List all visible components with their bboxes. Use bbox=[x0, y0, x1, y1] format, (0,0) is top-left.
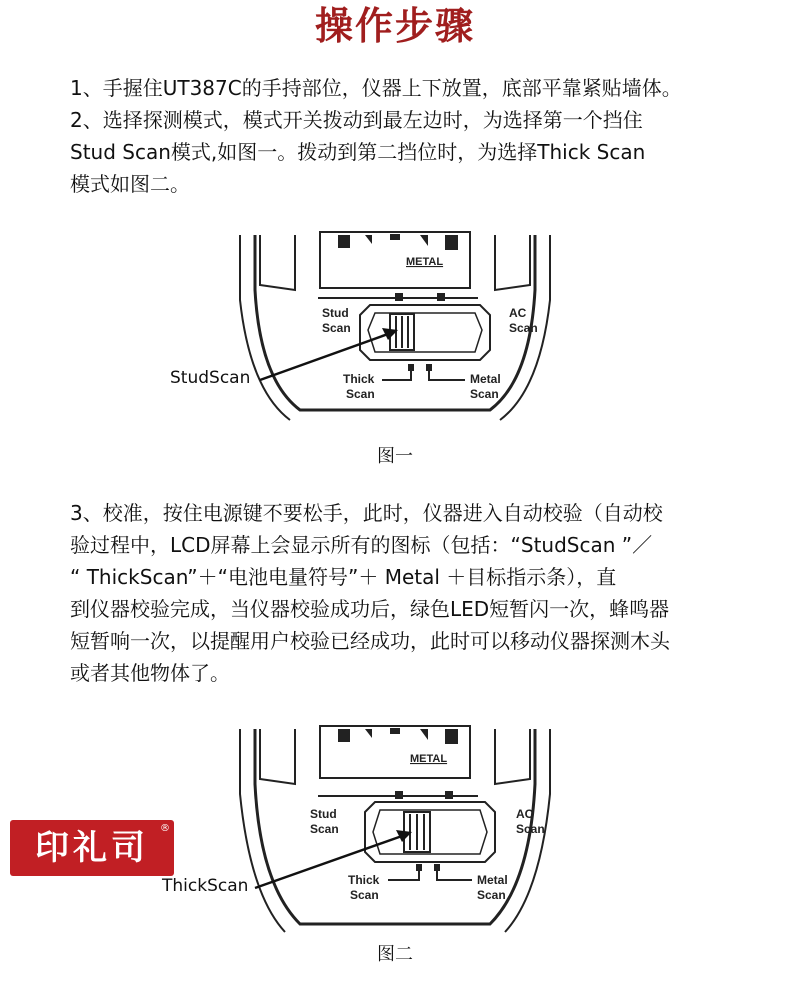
metal-label-1: Metal bbox=[477, 873, 508, 887]
text-line: 模式如图二。 bbox=[70, 172, 190, 196]
text-line: 验过程中，LCD屏幕上会显示所有的图标（包括：“StudScan ”／ bbox=[70, 533, 653, 557]
text-line: 1、手握住UT387C的手持部位，仪器上下放置，底部平靠紧贴墙体。 bbox=[70, 76, 682, 100]
device-drawing-2 bbox=[160, 724, 630, 934]
text-line: Stud Scan模式,如图一。拨动到第二挡位时，为选择Thick Scan bbox=[70, 140, 646, 164]
text-line: 短暂响一次，以提醒用户校验已经成功，此时可以移动仪器探测木头 bbox=[70, 629, 670, 653]
ac-label-1: AC bbox=[509, 306, 527, 320]
text-line: 或者其他物体了。 bbox=[70, 661, 230, 685]
ac-label-1: AC bbox=[516, 807, 534, 821]
figure-2-caption: 图二 bbox=[377, 944, 413, 965]
ac-label-2: Scan bbox=[516, 822, 545, 836]
thick-label-1: Thick bbox=[348, 873, 380, 887]
page-title: 操作步骤 bbox=[314, 4, 475, 48]
ac-label-2: Scan bbox=[509, 321, 538, 335]
text-line: 到仪器校验完成，当仪器校验成功后，绿色LED短暂闪一次，蜂鸣器 bbox=[70, 597, 670, 621]
metal-label-1: Metal bbox=[470, 372, 501, 386]
figure-studscan-device bbox=[160, 230, 630, 425]
thick-label-2: Scan bbox=[346, 387, 375, 401]
metal-label-2: Scan bbox=[477, 888, 506, 902]
step-1-2-text bbox=[70, 72, 682, 200]
studscan-callout: StudScan bbox=[170, 368, 251, 388]
logo-text: 印礼司 bbox=[35, 828, 149, 868]
stud-label-2: Scan bbox=[322, 321, 351, 335]
figure-thickscan-device bbox=[160, 724, 630, 934]
text-line: 3、校准，按住电源键不要松手，此时，仪器进入自动校验（自动校 bbox=[70, 501, 663, 525]
stud-label-1: Stud bbox=[322, 306, 349, 320]
step-3-text bbox=[70, 497, 670, 689]
metal-label-2: Scan bbox=[470, 387, 499, 401]
device-drawing-1 bbox=[160, 230, 630, 425]
stud-label-1: Stud bbox=[310, 807, 337, 821]
thickscan-callout: ThickScan bbox=[162, 876, 249, 896]
metal-panel-label: METAL bbox=[406, 256, 444, 268]
thick-label-1: Thick bbox=[343, 372, 375, 386]
text-line: 2、选择探测模式，模式开关拨动到最左边时，为选择第一个挡住 bbox=[70, 108, 643, 132]
metal-panel-label: METAL bbox=[410, 753, 448, 765]
thick-label-2: Scan bbox=[350, 888, 379, 902]
stud-label-2: Scan bbox=[310, 822, 339, 836]
registered-mark-icon: ® bbox=[160, 823, 170, 834]
brand-logo bbox=[10, 820, 174, 876]
figure-1-caption: 图一 bbox=[377, 446, 413, 467]
text-line: “ ThickScan”＋“电池电量符号”＋ Metal ＋目标指示条），直 bbox=[70, 565, 617, 589]
